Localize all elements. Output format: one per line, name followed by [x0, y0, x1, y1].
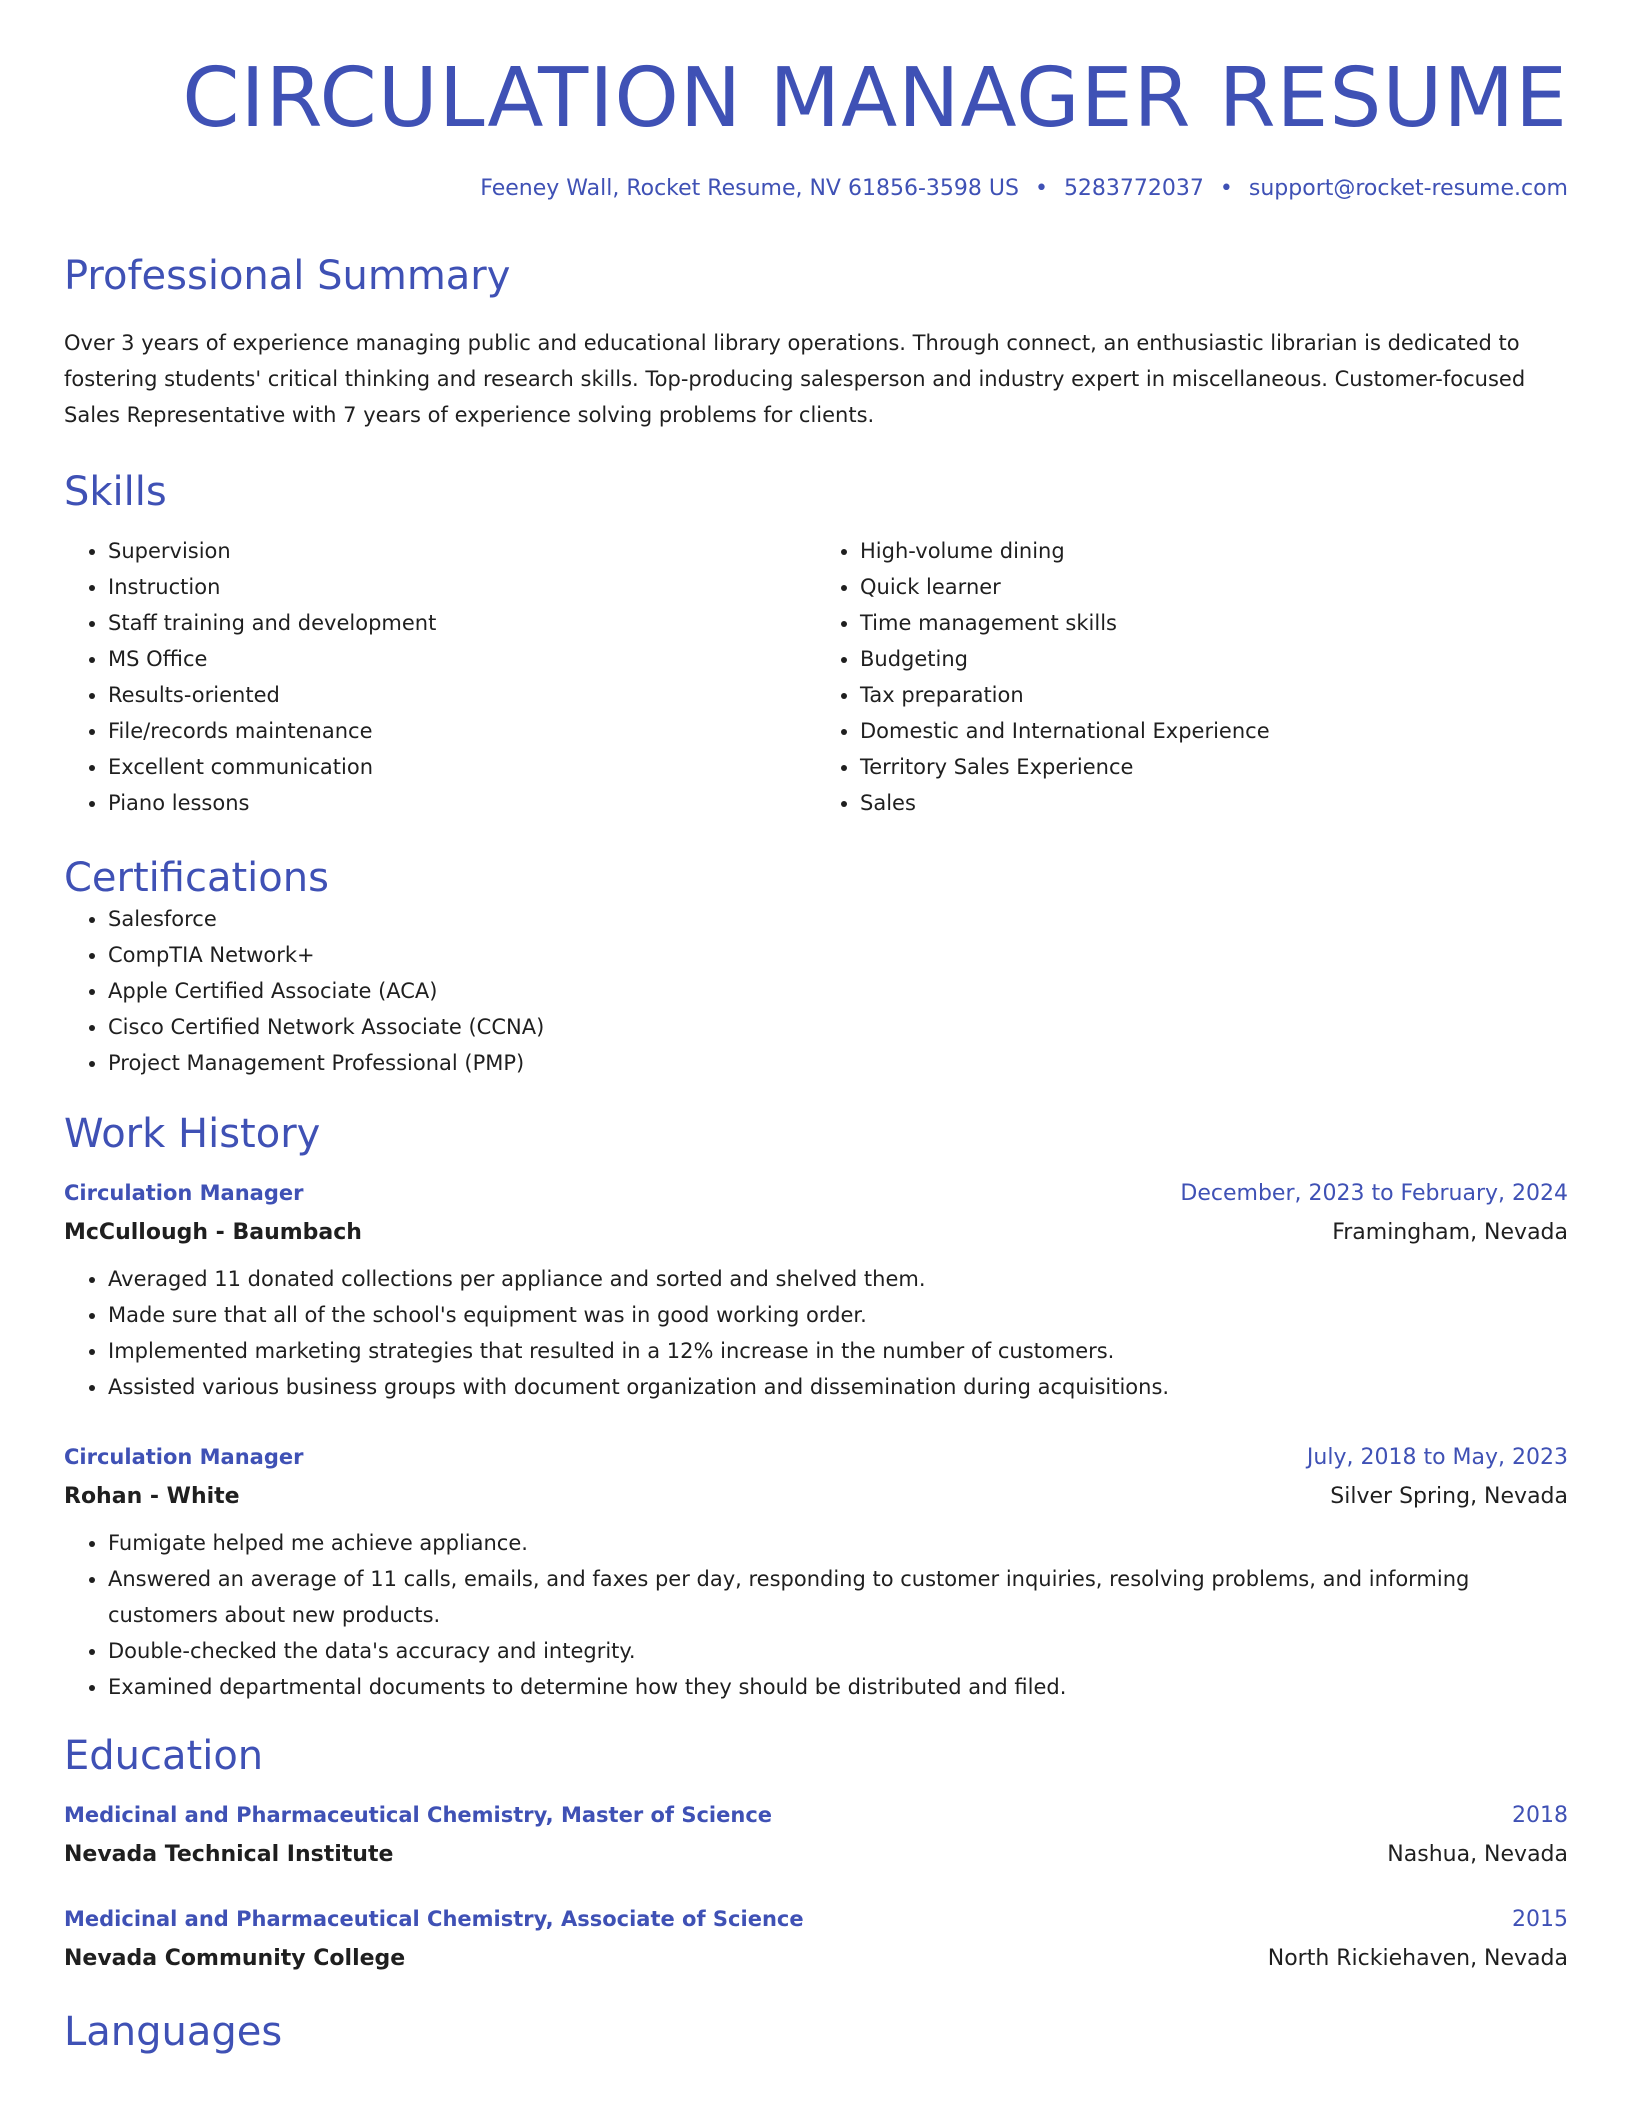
- job-duty: • Examined departmental documents to determine how they should be distributed and filed.: [108, 1669, 1568, 1705]
- job-header-row: [64, 1445, 1568, 1470]
- resume-title: CIRCULATION MANAGER RESUME: [182, 51, 1568, 146]
- education-degree: Medicinal and Pharmaceutical Chemistry, Associate of Science: [64, 1907, 804, 1931]
- skill-item: • File/records maintenance: [108, 713, 816, 749]
- certifications-list: [64, 901, 1568, 1081]
- certifications-heading: Certifications: [64, 855, 329, 901]
- skills-columns: [64, 533, 1568, 821]
- skill-item: • Territory Sales Experience: [860, 749, 1568, 785]
- education-school-row: [64, 1946, 1568, 1971]
- contact-separator: •: [1219, 176, 1233, 201]
- summary-text: Over 3 years of experience managing public and educational library operations. Through connect, an enthusiastic librarian is dedicated to fostering students' critical thinking and research skills. Top-producing salesperson and industry expert in miscellaneous. Customer-focused Sales Representative with 7 years of experience solving problems for clients.: [64, 331, 1526, 427]
- summary-heading: Professional Summary: [64, 253, 511, 299]
- job-duty: • Assisted various business groups with document organization and dissemination during acquisitions.: [108, 1369, 1568, 1405]
- skill-item: • High-volume dining: [860, 533, 1568, 569]
- job-title: Circulation Manager: [64, 1181, 304, 1205]
- certification-item: • Salesforce: [108, 901, 1568, 937]
- education-school: Nevada Community College: [64, 1946, 406, 1971]
- contact-line: [64, 176, 1568, 201]
- skills-list-left: [64, 533, 816, 821]
- skill-item: • Staff training and development: [108, 605, 816, 641]
- job-duties-list: [64, 1261, 1568, 1405]
- skill-item: • Instruction: [108, 569, 816, 605]
- job-duty: • Answered an average of 11 calls, emails, and faxes per day, responding to customer inquiries, resolving problems, and informing customers about new products.: [108, 1561, 1568, 1633]
- skills-list-right: [816, 533, 1568, 821]
- job-company-row: [64, 1484, 1568, 1509]
- education-school-row: [64, 1842, 1568, 1867]
- education-year: 2018: [1512, 1803, 1568, 1828]
- education-heading: Education: [64, 1733, 264, 1779]
- resume-page: [64, 48, 1568, 2055]
- education-year: 2015: [1512, 1907, 1568, 1932]
- skill-item: • Tax preparation: [860, 677, 1568, 713]
- languages-heading: Languages: [64, 2009, 283, 2055]
- certification-item: • Project Management Professional (PMP): [108, 1045, 1568, 1081]
- job-duty: • Fumigate helped me achieve appliance.: [108, 1525, 1568, 1561]
- job-company: Rohan - White: [64, 1484, 240, 1509]
- contact-email[interactable]: support@rocket-resume.com: [1248, 176, 1568, 201]
- skill-item: • Excellent communication: [108, 749, 816, 785]
- skill-item: • Supervision: [108, 533, 816, 569]
- job-dates: December, 2023 to February, 2024: [1180, 1181, 1568, 1206]
- contact-phone: 5283772037: [1063, 176, 1204, 201]
- contact-address: Feeney Wall, Rocket Resume, NV 61856-3598 US: [480, 176, 1019, 201]
- skill-item: • Domestic and International Experience: [860, 713, 1568, 749]
- skill-item: • Time management skills: [860, 605, 1568, 641]
- job-duties-list: [64, 1525, 1568, 1705]
- education-location: Nashua, Nevada: [1387, 1842, 1568, 1867]
- education-location: North Rickiehaven, Nevada: [1267, 1946, 1568, 1971]
- job-location: Framingham, Nevada: [1332, 1220, 1568, 1245]
- job-company-row: [64, 1220, 1568, 1245]
- job-header-row: [64, 1181, 1568, 1206]
- contact-separator: •: [1034, 176, 1048, 201]
- certification-item: • Apple Certified Associate (ACA): [108, 973, 1568, 1009]
- education-degree: Medicinal and Pharmaceutical Chemistry, Master of Science: [64, 1803, 773, 1827]
- education-entry: [64, 1803, 1568, 1867]
- skill-item: • Sales: [860, 785, 1568, 821]
- education-school: Nevada Technical Institute: [64, 1842, 394, 1867]
- job-company: McCullough - Baumbach: [64, 1220, 362, 1245]
- job-entry: [64, 1445, 1568, 1705]
- work-history-heading: Work History: [64, 1111, 321, 1157]
- skill-item: • Quick learner: [860, 569, 1568, 605]
- job-duty: • Double-checked the data's accuracy and integrity.: [108, 1633, 1568, 1669]
- job-location: Silver Spring, Nevada: [1330, 1484, 1568, 1509]
- education-entry: [64, 1907, 1568, 1971]
- job-duty: • Made sure that all of the school's equipment was in good working order.: [108, 1297, 1568, 1333]
- job-entry: [64, 1181, 1568, 1405]
- job-title: Circulation Manager: [64, 1445, 304, 1469]
- certification-item: • CompTIA Network+: [108, 937, 1568, 973]
- certification-item: • Cisco Certified Network Associate (CCNA): [108, 1009, 1568, 1045]
- skill-item: • Results-oriented: [108, 677, 816, 713]
- skill-item: • MS Office: [108, 641, 816, 677]
- job-dates: July, 2018 to May, 2023: [1306, 1445, 1568, 1470]
- skill-item: • Piano lessons: [108, 785, 816, 821]
- skills-heading: Skills: [64, 469, 167, 515]
- job-duty: • Implemented marketing strategies that resulted in a 12% increase in the number of customers.: [108, 1333, 1568, 1369]
- job-duty: • Averaged 11 donated collections per appliance and sorted and shelved them.: [108, 1261, 1568, 1297]
- education-header-row: [64, 1803, 1568, 1828]
- skill-item: • Budgeting: [860, 641, 1568, 677]
- education-header-row: [64, 1907, 1568, 1932]
